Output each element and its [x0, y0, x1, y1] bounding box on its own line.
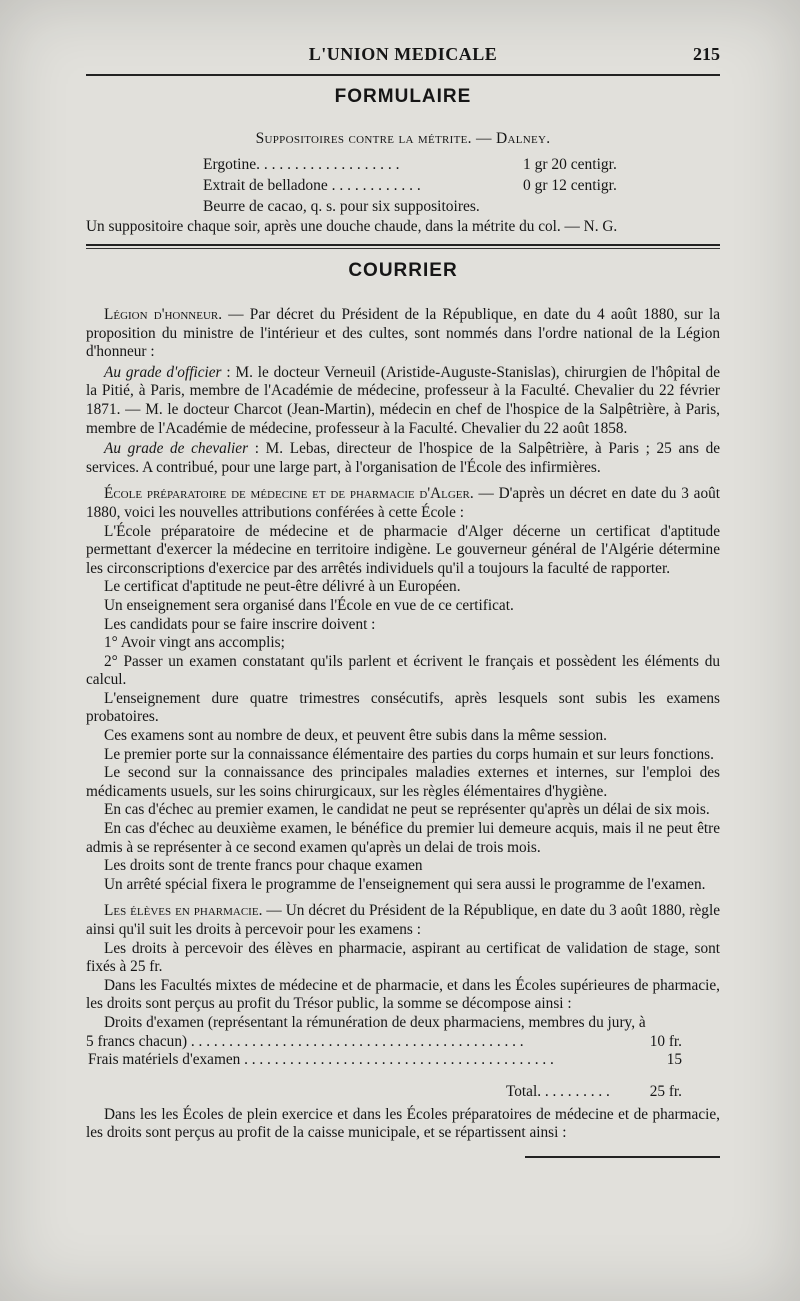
alger-item: En cas d'échec au premier examen, le candidat ne peut se représenter qu'après un délai de six mois.	[104, 801, 710, 819]
alger-item: Ces examens sont au nombre de deux, et peuvent être subis dans la même session.	[104, 727, 607, 745]
officier-paragraph	[86, 364, 720, 438]
pharmacie-final: Dans les les Écoles de plein exercice et dans les Écoles préparatoires de médecine et de pharmacie, les droits sont perçus au profit de la caisse municipale, et se répartissent ainsi :	[86, 1105, 720, 1142]
alger-intro: — D'après un décret en date du 3 août 1880, voici les nouvelles attributions conférées à cette École :	[86, 485, 721, 521]
pharmacie-text: Les droits à percevoir des élèves en pharmacie, aspirant au certificat de validation de stage, sont fixés à 25 fr.	[86, 939, 720, 976]
alger-item: L'enseignement dure quatre trimestres consécutifs, après lesquels sont subis les examens probatoires.	[86, 689, 720, 726]
alger-item: L'École préparatoire de médecine et de pharmacie d'Alger décerne un certificat d'aptitude permettant d'exercer la médecine en territoire indigène. Le gouverneur général de l'Algérie détermine les circonscriptions d'exercice par des arrêtés individuels qu'il a toujours la faculté de rapporter.	[86, 522, 720, 577]
page-number: 215	[693, 44, 720, 64]
ingredient-name: Extrait de belladone . . . . . . . . . . . .	[203, 177, 421, 194]
journal-title: L'UNION MEDICALE	[308, 44, 498, 64]
formula-row	[203, 175, 663, 196]
header-rule	[86, 74, 720, 76]
pharmacie-heading: Les élèves en pharmacie.	[104, 902, 263, 920]
frais-row	[86, 1051, 720, 1070]
droits-amount-row	[86, 1033, 720, 1052]
legion-paragraph	[86, 306, 720, 362]
formula-last-line: Beurre de cacao, q. s. pour six suppositoires.	[203, 198, 480, 215]
frais-amount: 15	[666, 1051, 682, 1069]
courrier-body	[86, 306, 720, 1143]
chevalier-label: Au grade de chevalier	[104, 440, 249, 458]
chevalier-paragraph	[86, 440, 720, 477]
alger-item: Le second sur la connaissance des principales maladies externes et internes, sur l'emploi des médicaments usuels, sur les soins chirurgicaux, sur les règles élémentaires d'hygiène.	[86, 764, 720, 800]
ingredient-name: Ergotine. . . . . . . . . . . . . . . . . . .	[203, 156, 400, 173]
alger-item: 2° Passer un examen constatant qu'ils parlent et écrivent le français et possèdent les éléments du calcul.	[86, 652, 720, 689]
alger-paragraph	[86, 485, 720, 522]
alger-item: Le premier porte sur la connaissance élémentaire des parties du corps humain et sur leurs fonctions.	[104, 745, 714, 763]
legion-text: — Par décret du Président de la République, en date du 4 août 1880, sur la proposition du ministre de l'intérieur et des cultes, sont nommés dans l'ordre national de la Légion d'honneur :	[86, 306, 720, 361]
formula-row	[203, 196, 663, 217]
formulaire-instruction	[86, 218, 720, 237]
alger-item: Les droits sont de trente francs pour chaque examen	[104, 857, 423, 875]
legion-heading: Légion d'honneur.	[104, 306, 223, 323]
total-amount: 25 fr.	[649, 1082, 682, 1100]
total-rule	[525, 1156, 720, 1158]
formulaire-title: FORMULAIRE	[334, 86, 472, 107]
alger-item: Le certificat d'aptitude ne peut-être délivré à un Européen.	[104, 578, 461, 596]
pharmacie-paragraph	[86, 902, 720, 939]
officier-label: Au grade d'officier	[104, 363, 222, 381]
alger-item: Un enseignement sera organisé dans l'École en vue de ce certificat.	[104, 596, 514, 614]
officier-text: : M. le docteur Verneuil (Aristide-Auguste-Stanislas), chirurgien de l'hôpital de la Pitié, à Paris, membre de l'Académie de médecine, professeur à la Faculté. Chevalier du 22 février 1871. — M. le docteur Charcot (Jean-Martin), médecin en chef de l'hospice de la Salpêtrière, à Paris, membre de l'Académie de médecine, professeur à la Faculté. Chevalier du 22 août 1858.	[86, 363, 720, 437]
courrier-title: COURRIER	[348, 260, 458, 281]
section-rule-thin	[86, 248, 720, 249]
alger-item: En cas d'échec au deuxième examen, le bénéfice du premier lui demeure acquis, mais il ne peut être admis à se représenter à ce second examen qu'après un delai de trois mois.	[86, 820, 720, 856]
alger-item: Les candidats pour se faire inscrire doivent :	[104, 615, 376, 633]
pharmacie-text: Dans les Facultés mixtes de médecine et de pharmacie, et dans les Écoles supérieures de pharmacie, les droits sont perçus au profit du Trésor public, la somme se décompose ainsi :	[86, 976, 720, 1013]
droits-line: Droits d'examen (représentant la rémunération de deux pharmaciens, membres du jury, à	[104, 1013, 646, 1031]
ingredient-quantity: 1 gr 20 centigr.	[523, 156, 617, 173]
section-rule	[86, 244, 720, 246]
instruction-text: Un suppositoire chaque soir, après une douche chaude, dans la métrite du col. — N. G.	[86, 218, 618, 235]
droits-amount: 10 fr.	[649, 1032, 682, 1050]
alger-heading: École préparatoire de médecine et de pharmacie d'Alger.	[104, 485, 474, 503]
total-row	[86, 1082, 720, 1102]
alger-item: Un arrêté spécial fixera le programme de l'enseignement qui sera aussi le programme de l'examen.	[104, 875, 706, 893]
ingredient-quantity: 0 gr 12 centigr.	[523, 177, 617, 194]
running-header	[86, 44, 720, 66]
formulaire-subtitle: Suppositoires contre la métrite. — Dalney.	[255, 130, 551, 147]
droits-line-2: 5 francs chacun) . . . . . . . . . . . . . . . . . . . . . . . . . . . . . . . . . . . . . . . . . . . .	[86, 1032, 524, 1050]
pharmacie-intro: — Un décret du Président de la République, en date du 3 août 1880, règle ainsi qu'il suit les droits à percevoir pour les examens :	[86, 902, 720, 938]
alger-item: 1° Avoir vingt ans accomplis;	[104, 634, 285, 652]
formula-list	[203, 154, 663, 217]
frais-label: Frais matériels d'examen . . . . . . . . . . . . . . . . . . . . . . . . . . . . . . . . . . . . . . . . .	[88, 1051, 554, 1069]
chevalier-text: : M. Lebas, directeur de l'hospice de la Salpêtrière, à Paris ; 25 ans de services. A contribué, pour une large part, à l'organisation de l'École des infirmières.	[86, 440, 721, 476]
formula-row	[203, 154, 663, 175]
total-label: Total. . . . . . . . . .	[506, 1082, 610, 1100]
